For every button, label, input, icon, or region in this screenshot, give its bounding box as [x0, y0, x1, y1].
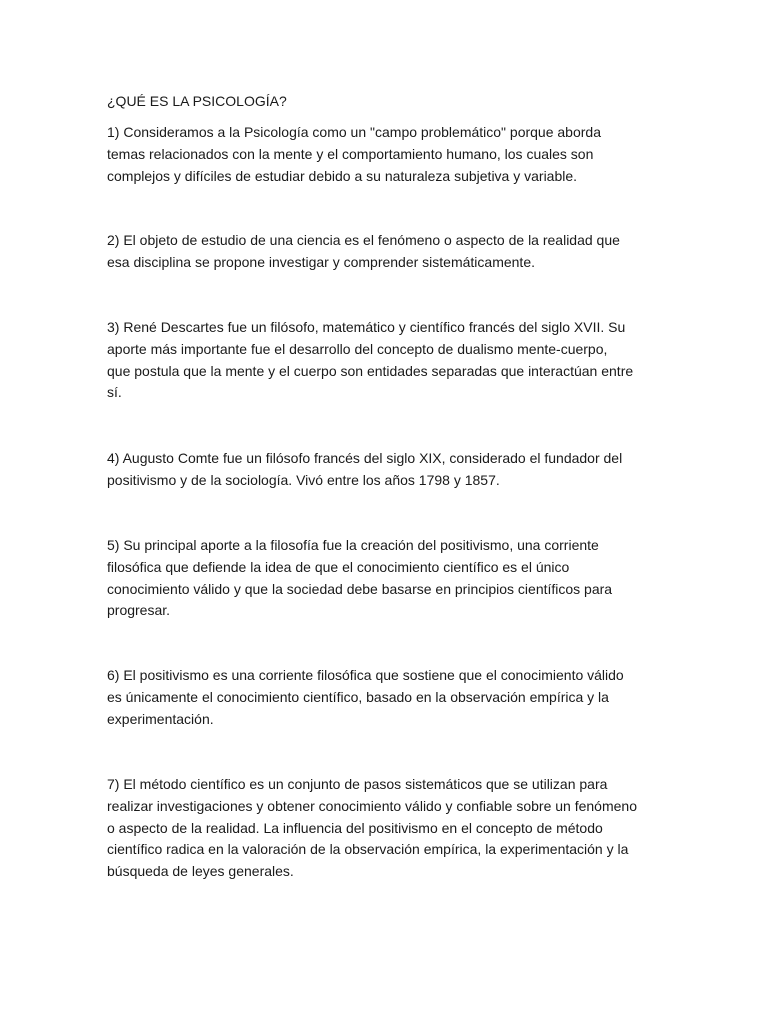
paragraph-1	[107, 122, 667, 187]
paragraph-line: positivismo y de la sociología. Vivó entre los años 1798 y 1857.	[107, 471, 500, 488]
paragraph-line: conocimiento válido y que la sociedad debe basarse en principios científicos para	[107, 580, 613, 597]
paragraph-line: 3) René Descartes fue un filósofo, matemático y científico francés del siglo XVII. Su	[107, 319, 626, 335]
paragraph-7	[107, 774, 667, 883]
paragraph-line: 6) El positivismo es una corriente filosófica que sostiene que el conocimiento válido	[107, 667, 624, 683]
paragraph-line: temas relacionados con la mente y el comportamiento humano, los cuales son	[107, 145, 594, 162]
paragraph-line: 7) El método científico es un conjunto de pasos sistemáticos que se utilizan para	[107, 776, 608, 792]
paragraph-line: que postula que la mente y el cuerpo son entidades separadas que interactúan entre	[107, 362, 634, 379]
paragraph-line: o aspecto de la realidad. La influencia del positivismo en el concepto de método	[107, 819, 603, 836]
paragraph-line: 5) Su principal aporte a la filosofía fue la creación del positivismo, una corriente	[107, 537, 599, 553]
paragraph-line: filosófica que defiende la idea de que el conocimiento científico es el único	[107, 558, 570, 575]
paragraph-3	[107, 317, 667, 404]
paragraph-line: esa disciplina se propone investigar y comprender sistemáticamente.	[107, 253, 535, 270]
document-title: ¿QUÉ ES LA PSICOLOGÍA?	[107, 93, 287, 109]
paragraph-line: sí.	[107, 384, 122, 401]
paragraph-line: científico radica en la valoración de la observación empírica, la experimentación y la	[107, 841, 629, 858]
paragraph-line: experimentación.	[107, 710, 214, 727]
paragraph-line: realizar investigaciones y obtener conocimiento válido y confiable sobre un fenómeno	[107, 797, 637, 814]
paragraph-line: es únicamente el conocimiento científico, basado en la observación empírica y la	[107, 688, 609, 705]
paragraph-6	[107, 665, 667, 730]
paragraph-line: aporte más importante fue el desarrollo del concepto de dualismo mente-cuerpo,	[107, 340, 608, 357]
paragraph-line: 1) Consideramos a la Psicología como un "campo problemático" porque aborda	[107, 124, 601, 140]
paragraph-line: complejos y difíciles de estudiar debido a su naturaleza subjetiva y variable.	[107, 167, 578, 184]
paragraph-line: 4) Augusto Comte fue un filósofo francés del siglo XIX, considerado el fundador del	[107, 450, 623, 466]
paragraph-line: progresar.	[107, 602, 171, 619]
paragraph-4	[107, 448, 667, 492]
paragraph-5	[107, 535, 667, 622]
paragraph-2	[107, 230, 667, 274]
paragraph-line: 2) El objeto de estudio de una ciencia es el fenómeno o aspecto de la realidad que	[107, 232, 620, 248]
paragraph-line: búsqueda de leyes generales.	[107, 863, 294, 880]
